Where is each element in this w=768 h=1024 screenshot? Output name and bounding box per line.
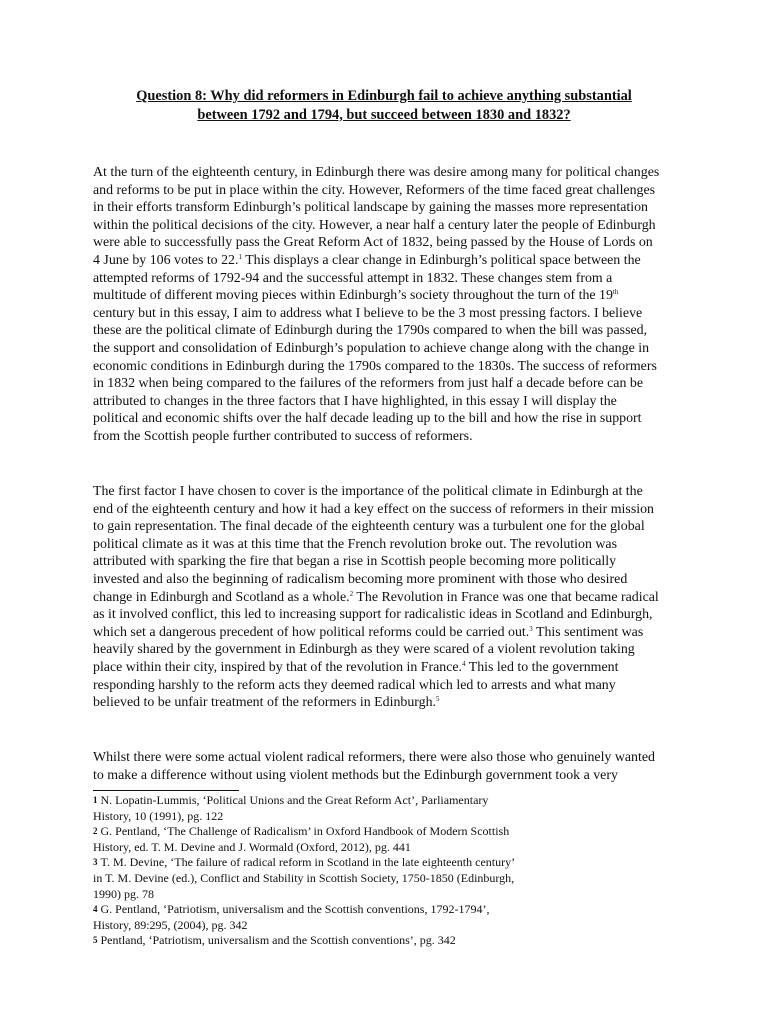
paragraph-political-climate xyxy=(93,483,683,712)
footnote-line xyxy=(93,902,563,918)
footnote-line xyxy=(93,824,563,840)
paragraph-line: these are the political climate of Edinburgh during the 1790s compared to when the bill was passed, xyxy=(93,323,648,339)
footnote-line: in T. M. Devine (ed.), Conflict and Stability in Scottish Society, 1750-1850 (Edinburgh, xyxy=(93,870,515,885)
text-run: The Revolution in France was one that became radical xyxy=(353,589,659,605)
paragraph-line xyxy=(93,287,683,305)
text-run: multitude of different moving pieces within Edinburgh’s society throughout the turn of the 19 xyxy=(93,288,613,304)
paragraph-line: century but in this essay, I aim to address what I believe to be the 3 most pressing factors. I believe xyxy=(93,305,643,321)
footnote-text: G. Pentland, ‘Patriotism, universalism and the Scottish conventions, 1792-1794’, xyxy=(100,902,490,917)
footnote-number: 5 xyxy=(93,935,98,946)
paragraph-line: within the political decisions of the city. However, a near half a century later the people of Edinburgh xyxy=(93,217,656,233)
paragraph-line: the support and consolidation of Edinburgh’s population to achieve change along with the change in xyxy=(93,340,650,356)
footnote-separator xyxy=(93,790,239,791)
paragraph-line: from the Scottish people further contributed to success of reformers. xyxy=(93,428,473,444)
paragraph-reformers xyxy=(93,749,683,784)
paragraph-line: in their efforts transform Edinburgh’s political landscape by gaining the masses more representation xyxy=(93,200,648,216)
footnote-ref[interactable]: 3 xyxy=(529,624,533,633)
footnote-item xyxy=(93,933,563,949)
paragraph-line: as it involved conflict, this led to increasing support for radicalistic ideas in Scotland and Edinburgh, xyxy=(93,607,653,623)
text-run: This led to the government xyxy=(465,659,619,675)
paragraph-introduction xyxy=(93,164,683,446)
paragraph-line: to gain representation. The final decade of the eighteenth century was a turbulent one for the global xyxy=(93,519,645,535)
paragraph-line: At the turn of the eighteenth century, in Edinburgh there was desire among many for political changes xyxy=(93,165,660,180)
footnote-text: N. Lopatin-Lummis, ‘Political Unions and the Great Reform Act’, Parliamentary xyxy=(100,793,489,807)
footnote-item xyxy=(93,902,563,933)
footnote-line xyxy=(93,855,563,871)
paragraph-line: political and economic shifts over the half decade leading up to the bill and how the rise in support xyxy=(93,411,642,427)
question-title xyxy=(93,87,675,124)
paragraph-line: heavily shared by the government in Edinburgh as they were scared of a violent revolution taking xyxy=(93,642,635,658)
footnote-number: 1 xyxy=(93,795,98,805)
paragraph-line xyxy=(93,659,683,677)
footnote-text: G. Pentland, ‘The Challenge of Radicalism’ in Oxford Handbook of Modern Scottish xyxy=(100,824,510,839)
paragraph-line: attributed to changes in the three factors that I have highlighted, in this essay I will display the xyxy=(93,393,617,409)
paragraph-line: The first factor I have chosen to cover is the importance of the political climate in Edinburgh at the xyxy=(93,484,643,499)
footnote-text: T. M. Devine, ‘The failure of radical reform in Scotland in the late eighteenth century’ xyxy=(100,855,516,870)
paragraph-line: were able to successfully pass the Great Reform Act of 1832, being passed by the House of Lords on xyxy=(93,235,653,251)
paragraph-line: invested and also the beginning of radicalism becoming more prominent with those who desired xyxy=(93,571,628,587)
text-run: 4 June by 106 votes to 22. xyxy=(93,252,239,268)
paragraph-line: responding harshly to the reform acts they deemed radical which led to arrests and what many xyxy=(93,677,616,693)
title-line-1: Question 8: Why did reformers in Edinburgh fail to achieve anything substantial xyxy=(136,88,632,104)
text-run: place within their city, inspired by that of the revolution in France. xyxy=(93,659,463,675)
footnote-ref[interactable]: 1 xyxy=(238,252,242,261)
paragraph-line xyxy=(93,624,683,642)
text-run: believed to be unfair treatment of the reformers in Edinburgh. xyxy=(93,695,437,711)
footnotes xyxy=(93,793,563,949)
footnote-line xyxy=(93,793,563,809)
footnote-line xyxy=(93,933,563,949)
footnote-line: History, 89:295, (2004), pg. 342 xyxy=(93,917,248,932)
text-run: This sentiment was xyxy=(532,624,644,640)
footnote-line: 1990) pg. 78 xyxy=(93,886,154,901)
paragraph-line: to make a difference without using violent methods but the Edinburgh government took a very xyxy=(93,767,618,783)
footnote-number: 2 xyxy=(93,826,98,837)
footnote-ref[interactable]: 2 xyxy=(349,589,354,598)
footnote-item xyxy=(93,855,563,902)
footnote-item xyxy=(93,793,563,824)
footnote-text: Pentland, ‘Patriotism, universalism and the Scottish conventions’, pg. 342 xyxy=(100,933,456,948)
paragraph-line: end of the eighteenth century and how it had a key effect on the success of reformers in their mission xyxy=(93,501,654,517)
text-run: change in Edinburgh and Scotland as a whole. xyxy=(93,589,350,605)
footnote-item xyxy=(93,824,563,855)
footnote-ref[interactable]: 5 xyxy=(436,695,440,704)
paragraph-line: attributed with sparking the fire that began a rise in Scottish people becoming more politically xyxy=(93,554,617,570)
paragraph-line: political climate as it was at this time that the French revolution broke out. The revolution was xyxy=(93,536,617,552)
paragraph-line: and reforms to be put in place within the city. However, Reformers of the time faced great challenges xyxy=(93,182,656,198)
footnote-number: 3 xyxy=(93,857,98,868)
title-line-2: between 1792 and 1794, but succeed between 1830 and 1832? xyxy=(197,106,571,123)
paragraph-line: economic conditions in Edinburgh during the 1790s compared to the 1830s. The success of reformers xyxy=(93,358,657,374)
paragraph-line: in 1832 when being compared to the failures of the reformers from just half a decade before can be xyxy=(93,376,644,392)
text-run: which set a dangerous precedent of how political reforms could be carried out. xyxy=(93,624,530,640)
paragraph-line xyxy=(93,252,683,270)
ordinal-suffix: th xyxy=(612,288,619,297)
footnote-ref[interactable]: 4 xyxy=(462,659,466,668)
paragraph-line xyxy=(93,694,683,712)
footnote-line: History, ed. T. M. Devine and J. Wormald (Oxford, 2012), pg. 441 xyxy=(93,839,411,854)
footnote-number: 4 xyxy=(93,904,98,915)
footnote-line: History, 10 (1991), pg. 122 xyxy=(93,808,224,823)
text-run: This displays a clear change in Edinburgh’s political space between the xyxy=(241,252,641,268)
paragraph-line: Whilst there were some actual violent radical reformers, there were also those who genuinely wanted xyxy=(93,750,655,765)
paragraph-line xyxy=(93,589,683,607)
paragraph-line: attempted reforms of 1792-94 and the successful attempt in 1832. These changes stem from a xyxy=(93,270,613,286)
